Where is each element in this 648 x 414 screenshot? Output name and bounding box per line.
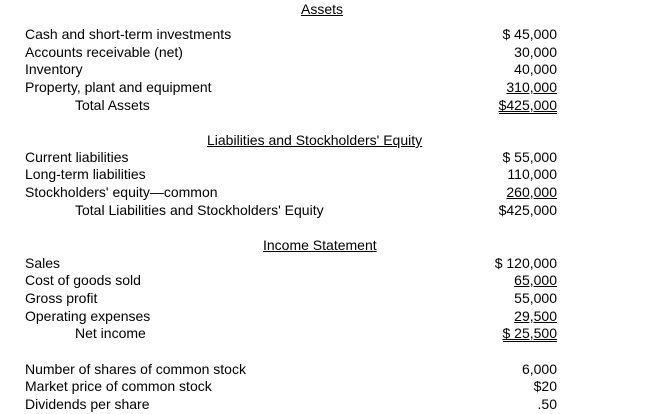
- income-row-net-income: [0, 325, 648, 343]
- row-amount: $425,000: [498, 202, 557, 218]
- row-label: Long-term liabilities: [25, 166, 146, 182]
- row-label: Cash and short-term investments: [25, 26, 232, 42]
- liabilities-row-total: [0, 202, 648, 220]
- assets-row-cash: [0, 26, 648, 44]
- assets-row-ppe: [0, 79, 648, 97]
- row-amount: 6,000: [521, 361, 557, 377]
- row-amount: .50: [537, 396, 557, 412]
- other-row-market-price: [0, 378, 648, 396]
- row-label: Dividends per share: [25, 396, 150, 412]
- liabilities-row-longterm: [0, 166, 648, 184]
- row-amount: 40,000: [514, 61, 557, 77]
- row-amount: $ 55,000: [502, 149, 557, 165]
- row-amount: 55,000: [514, 290, 557, 306]
- income-row-cogs: [0, 272, 648, 290]
- row-amount: 29,500: [514, 308, 557, 324]
- row-amount: [503, 325, 558, 342]
- row-label: Accounts receivable (net): [25, 44, 183, 60]
- row-label: Stockholders' equity—common: [25, 184, 218, 200]
- income-row-opex: [0, 308, 648, 326]
- income-row-sales: [0, 255, 648, 273]
- liabilities-heading: Liabilities and Stockholders' Equity: [207, 132, 423, 148]
- other-row-dividends: [0, 396, 648, 414]
- row-amount: 260,000: [506, 184, 557, 200]
- row-amount: $ 45,000: [502, 26, 557, 42]
- row-label: Property, plant and equipment: [25, 79, 212, 95]
- assets-row-inventory: [0, 61, 648, 79]
- row-amount: 30,000: [514, 44, 557, 60]
- income-row-gross-profit: [0, 290, 648, 308]
- row-amount: $20: [533, 378, 557, 394]
- liabilities-row-current: [0, 149, 648, 167]
- row-amount: 65,000: [514, 272, 557, 288]
- row-label: Gross profit: [25, 290, 98, 306]
- row-label: Total Assets: [75, 97, 150, 113]
- assets-row-total: [0, 97, 648, 115]
- row-amount-text: $ 25,500: [502, 325, 557, 341]
- row-amount: $ 120,000: [494, 255, 557, 271]
- other-row-shares: [0, 361, 648, 379]
- assets-row-receivables: [0, 44, 648, 62]
- row-label: Total Liabilities and Stockholders' Equity: [75, 202, 324, 218]
- row-label: Current liabilities: [25, 149, 129, 165]
- row-label: Market price of common stock: [25, 378, 212, 394]
- row-label: Sales: [25, 255, 61, 271]
- row-label: Number of shares of common stock: [25, 361, 246, 377]
- income-heading: Income Statement: [263, 237, 377, 253]
- row-label: Inventory: [25, 61, 83, 77]
- row-label: Net income: [75, 325, 146, 341]
- row-label: Operating expenses: [25, 308, 151, 324]
- row-amount: 310,000: [506, 79, 557, 95]
- row-amount: 110,000: [507, 166, 557, 182]
- row-label: Cost of goods sold: [25, 272, 141, 288]
- assets-heading: Assets: [301, 1, 344, 17]
- row-amount: [499, 97, 557, 114]
- liabilities-row-equity: [0, 184, 648, 202]
- row-amount-text: $425,000: [498, 97, 557, 113]
